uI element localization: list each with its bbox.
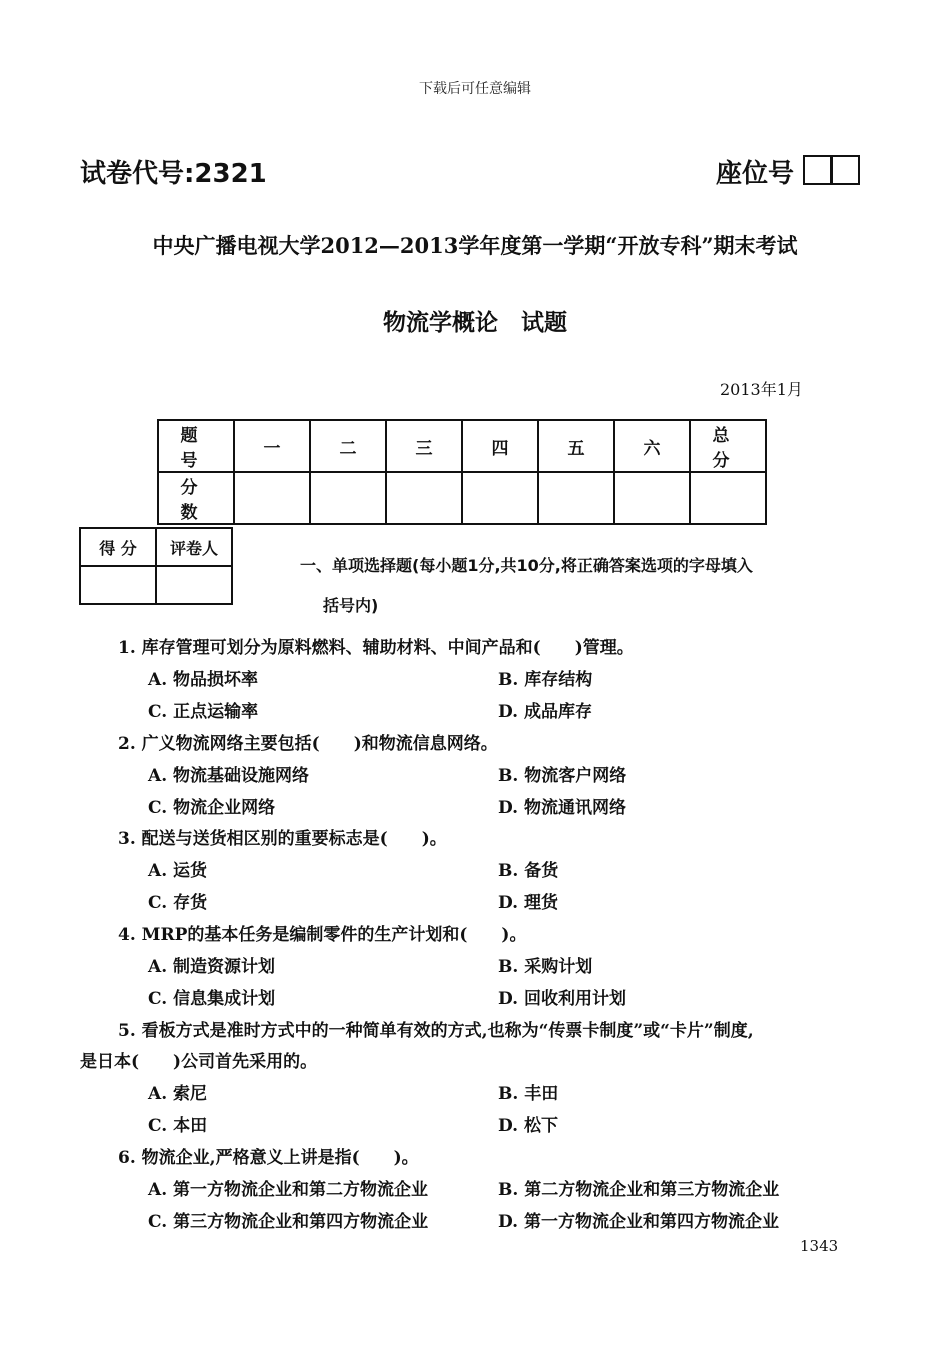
section-heading: 一、单项选择题(每小题1分,共10分,将正确答案选项的字母填入 [300, 556, 753, 575]
score-table [157, 419, 767, 525]
seat-label: 座位号 [716, 159, 795, 189]
option-c: C. 物流企业网络 [148, 798, 276, 818]
score-header-3: 三 [386, 420, 462, 472]
option-d: D. 松下 [498, 1116, 558, 1136]
option-b: B. 备货 [498, 861, 559, 881]
score-table-header-row [158, 420, 766, 472]
option-b: B. 第二方物流企业和第三方物流企业 [498, 1180, 780, 1200]
grader-name-cell[interactable] [156, 566, 232, 604]
option-c: C. 信息集成计划 [148, 989, 276, 1009]
option-d: D. 回收利用计划 [498, 989, 626, 1009]
question-stem: 2. 广义物流网络主要包括( )和物流信息网络。 [118, 734, 498, 754]
option-a: A. 物流基础设施网络 [148, 766, 310, 786]
question-stem: 5. 看板方式是准时方式中的一种简单有效的方式,也称为“传票卡制度”或“卡片”制度, [118, 1021, 754, 1041]
score-cell-2[interactable] [310, 472, 386, 524]
question-stem: 3. 配送与送货相区别的重要标志是( )。 [118, 829, 447, 849]
course-title: 物流学概论 试题 [383, 310, 567, 336]
score-cell-1[interactable] [234, 472, 310, 524]
exam-code-label: 试卷代号:2321 [80, 159, 267, 189]
option-c: C. 本田 [148, 1116, 208, 1136]
option-d: D. 成品库存 [498, 702, 592, 722]
question-stem: 4. MRP的基本任务是编制零件的生产计划和( )。 [118, 925, 527, 945]
grader-name-label: 评卷人 [156, 528, 232, 566]
score-header-5: 五 [538, 420, 614, 472]
option-d: D. 理货 [498, 893, 558, 913]
score-table-value-row [158, 472, 766, 524]
score-header-total: 总 分 [690, 420, 766, 472]
score-header-2: 二 [310, 420, 386, 472]
option-c: C. 存货 [148, 893, 208, 913]
score-header-1: 一 [234, 420, 310, 472]
question-stem: 1. 库存管理可划分为原料燃料、辅助材料、中间产品和( )管理。 [118, 638, 634, 658]
seat-box-2[interactable] [831, 155, 860, 185]
option-b: B. 采购计划 [498, 957, 593, 977]
option-a: A. 物品损坏率 [148, 670, 259, 690]
grader-table [79, 527, 233, 605]
question-stem: 6. 物流企业,严格意义上讲是指( )。 [118, 1148, 419, 1168]
option-b: B. 物流客户网络 [498, 766, 627, 786]
option-c: C. 正点运输率 [148, 702, 259, 722]
score-cell-total[interactable] [690, 472, 766, 524]
option-a: A. 制造资源计划 [148, 957, 276, 977]
score-cell-4[interactable] [462, 472, 538, 524]
seat-box-1[interactable] [803, 155, 832, 185]
option-d: D. 物流通讯网络 [498, 798, 626, 818]
option-a: A. 运货 [148, 861, 208, 881]
option-b: B. 库存结构 [498, 670, 593, 690]
option-d: D. 第一方物流企业和第四方物流企业 [498, 1212, 779, 1232]
grader-score-cell[interactable] [80, 566, 156, 604]
university-title: 中央广播电视大学2012—2013学年度第一学期“开放专科”期末考试 [152, 233, 798, 258]
score-cell-6[interactable] [614, 472, 690, 524]
score-header-6: 六 [614, 420, 690, 472]
grader-score-label: 得 分 [80, 528, 156, 566]
option-a: A. 第一方物流企业和第二方物流企业 [148, 1180, 429, 1200]
score-cell-3[interactable] [386, 472, 462, 524]
section-heading-cont: 括号内) [323, 596, 379, 615]
score-header-label: 题 号 [158, 420, 234, 472]
option-b: B. 丰田 [498, 1084, 559, 1104]
option-a: A. 索尼 [148, 1084, 208, 1104]
question-stem-cont: 是日本( )公司首先采用的。 [80, 1052, 318, 1072]
page-number: 1343 [800, 1237, 839, 1255]
score-cell-5[interactable] [538, 472, 614, 524]
score-header-4: 四 [462, 420, 538, 472]
score-row-label: 分 数 [158, 472, 234, 524]
option-c: C. 第三方物流企业和第四方物流企业 [148, 1212, 429, 1232]
exam-date: 2013年1月 [720, 380, 803, 399]
header-note: 下载后可任意编辑 [419, 81, 531, 97]
